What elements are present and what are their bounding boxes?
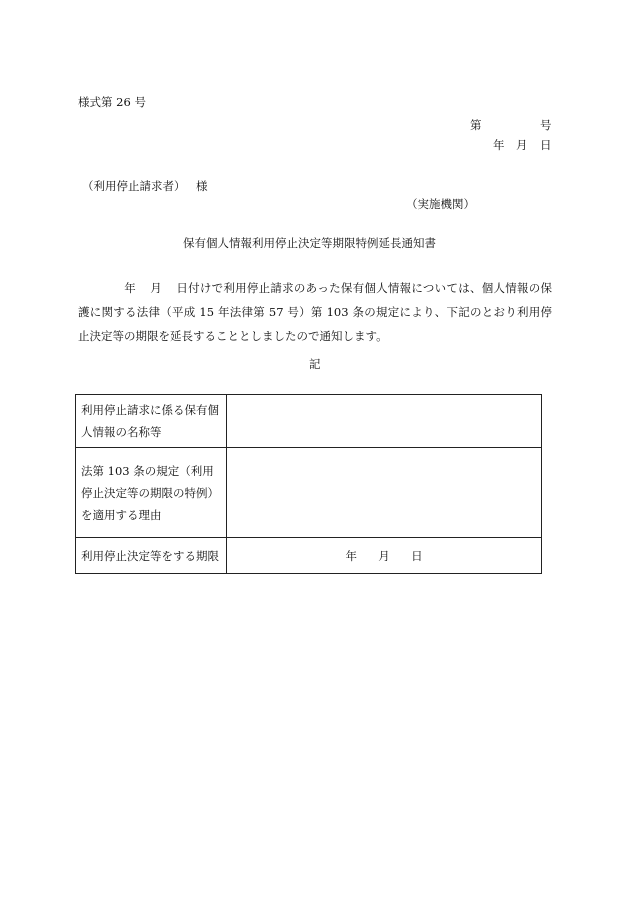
addressee-name: （利用停止請求者） [82,179,186,193]
row-label: 利用停止決定等をする期限 [76,538,227,574]
row-deadline-value [227,538,542,574]
notice-table [75,394,542,574]
table-row [76,395,542,448]
date-year: 年 [493,138,505,152]
ki-heading: 記 [309,357,321,371]
deadline-year: 年 [345,548,357,563]
doc-number-suffix: 号 [540,118,552,132]
table-row [76,538,542,574]
sender-agency: （実施機関） [406,197,475,211]
row-label: 法第 103 条の規定（利用停止決定等の期限の特例）を適用する理由 [76,448,227,538]
document-title: 保有個人情報利用停止決定等期限特例延長通知書 [183,236,436,250]
form-number: 様式第 26 号 [78,95,146,109]
deadline-day: 日 [411,548,423,563]
date-month: 月 [516,138,528,152]
row-value [227,395,542,448]
date-day: 日 [540,138,552,152]
body-date-month: 月 [150,281,163,295]
body-date-year: 年 [124,281,137,295]
table-row [76,448,542,538]
notice-body [78,276,552,348]
addressee-honorific: 様 [196,179,208,193]
row-value [227,448,542,538]
body-text: 日付けで利用停止請求のあった保有個人情報については、個人情報の保護に関する法律（平成 15 年法律第 57 号）第 103 条の規定により、下記のとおり利用停止決定等の期限を延長することとしましたので通知します。 [78,281,553,343]
deadline-month: 月 [378,548,390,563]
doc-number-prefix: 第 [470,118,482,132]
row-label: 利用停止請求に係る保有個人情報の名称等 [76,395,227,448]
